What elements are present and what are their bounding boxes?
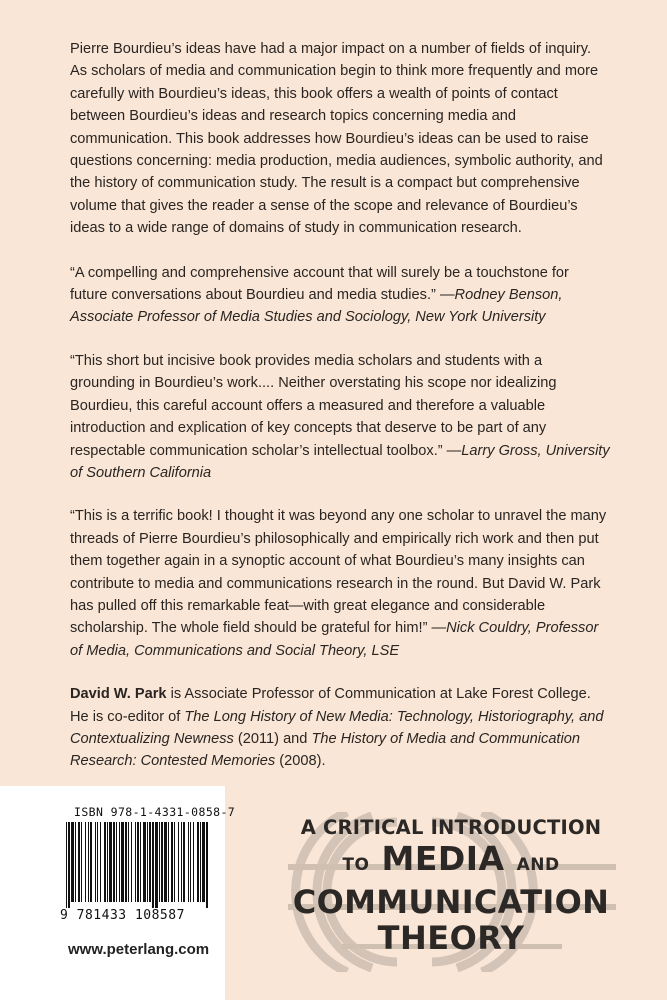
barcode-bar xyxy=(85,822,86,902)
blurb-quote: “This is a terrific book! I thought it was beyond any one scholar to unravel the many threads of Pierre Bourdieu’s philosophically and empirically rich work and then put them together again in a synoptic account of what Bourdieu’s many insights can contribute to media and communications research in the round. But David W. Park has pulled off this remarkable feat—with great elegance and considerable scholarship. The whole field should be grateful for him!” xyxy=(70,508,607,637)
book-description: Pierre Bourdieu’s ideas have had a major impact on a number of fields of inquiry. As scholars of media and communication begin to think more frequently and more carefully with Bourdieu’s ideas, this book offers a wealth of points of contact between Bourdieu’s ideas and research topics concerning media and communication. This book addresses how Bourdieu’s ideas can be used to raise questions concerning: media production, media audiences, symbolic authority, and the history of communication study. The result is a compact but comprehensive volume that gives the reader a sense of the scope and relevance of Bourdieu’s ideas to a wide range of domains of study in communication research. xyxy=(70,41,603,237)
barcode-digits: 9 781433 108587 xyxy=(60,908,185,923)
series-title-line-4: THEORY xyxy=(377,919,525,957)
series-title-word: TO xyxy=(342,855,370,875)
series-title-line-1: A CRITICAL INTRODUCTION xyxy=(300,816,602,839)
blurb-quote: “A compelling and comprehensive account that will surely be a touchstone for future conversations about Bourdieu and media studies.” xyxy=(70,264,569,304)
barcode-bar xyxy=(200,822,201,902)
barcode-bar xyxy=(107,822,108,902)
author-bio-text: (2008). xyxy=(275,753,326,770)
series-title-line-2 xyxy=(284,841,618,883)
barcode-bar xyxy=(121,822,124,902)
barcode-bar xyxy=(149,822,151,902)
barcode-bar xyxy=(71,822,74,902)
blurb-attribution: —Nick Couldry, Professor of Media, Communications and Social Theory, LSE xyxy=(70,620,599,659)
barcode-bar xyxy=(178,822,179,902)
barcode-bar xyxy=(197,822,199,902)
barcode-bar xyxy=(95,822,96,902)
author-book-title: The History of Media and Communication Research: Contested Memories xyxy=(70,730,580,770)
series-title-line-3: COMMUNICATION xyxy=(292,883,610,921)
barcode-bar xyxy=(193,822,194,902)
barcode-bar xyxy=(104,822,106,902)
series-title-word: MEDIA xyxy=(381,839,505,878)
barcode-bar xyxy=(119,822,120,902)
barcode-bar xyxy=(100,822,101,902)
blurb-gross xyxy=(70,350,610,484)
barcode-bar xyxy=(109,822,112,902)
barcode-image xyxy=(64,822,210,908)
barcode-bar xyxy=(135,822,136,902)
blurb-quote: “This short but incisive book provides media scholars and students with a grounding in Bourdieu’s work.... Neither overstating his scope nor idealizing Bourdieu, this careful account offers a measured and therefore a valuable introduction and explication of key concepts that deserve to be part of any respectable communication scholar’s intellectual toolbox.” xyxy=(70,352,557,459)
blurb-attribution: —Rodney Benson, Associate Professor of Media Studies and Sociology, New York University xyxy=(70,287,563,326)
barcode-bar xyxy=(78,822,80,902)
barcode-bar xyxy=(116,822,117,902)
barcode-bar xyxy=(188,822,189,902)
barcode-bar xyxy=(66,822,67,908)
barcode-bar xyxy=(159,822,160,902)
barcode-bar xyxy=(131,822,132,902)
barcode-bar xyxy=(190,822,191,902)
barcode-bar xyxy=(88,822,89,902)
barcode-bar xyxy=(90,822,92,902)
barcode-bar xyxy=(68,822,70,908)
barcode-bar xyxy=(164,822,167,902)
barcode-bar xyxy=(168,822,169,902)
barcode-bar xyxy=(137,822,139,902)
barcode-bar xyxy=(128,822,129,902)
barcode-bar xyxy=(125,822,127,902)
barcode-bar xyxy=(202,822,205,902)
barcode-bar xyxy=(113,822,115,902)
barcode-bar xyxy=(97,822,98,902)
author-bio-text: (2011) and xyxy=(233,730,312,747)
barcode-bar xyxy=(75,822,76,902)
author-bio xyxy=(70,683,610,773)
back-cover-copy xyxy=(70,38,610,795)
blurb-couldry xyxy=(70,505,610,662)
barcode-bar xyxy=(206,822,208,908)
barcode-bar xyxy=(183,822,185,902)
barcode-bar xyxy=(152,822,154,908)
author-name: David W. Park xyxy=(70,686,167,703)
barcode-bar xyxy=(81,822,82,902)
author-bio-text: is Associate Professor of Communication at Lake Forest College. He is co-editor of xyxy=(70,686,591,725)
barcode-bar xyxy=(140,822,141,902)
barcode-bar xyxy=(143,822,146,902)
blurb-benson xyxy=(70,262,610,329)
blurb-attribution: —Larry Gross, University of Southern California xyxy=(70,442,610,481)
barcode-bar xyxy=(155,822,158,908)
author-book-title: The Long History of New Media: Technology, Historiography, and Contextualizing Newness xyxy=(70,708,604,747)
isbn-label: ISBN 978-1-4331-0858-7 xyxy=(74,805,236,819)
series-title xyxy=(284,815,618,955)
publisher-website: www.peterlang.com xyxy=(68,941,210,958)
series-title-word: AND xyxy=(516,855,560,875)
barcode-bar xyxy=(181,822,182,902)
barcode-bar xyxy=(171,822,173,902)
barcode-bar xyxy=(161,822,163,902)
barcode-bar xyxy=(147,822,148,902)
barcode-bar xyxy=(174,822,175,902)
